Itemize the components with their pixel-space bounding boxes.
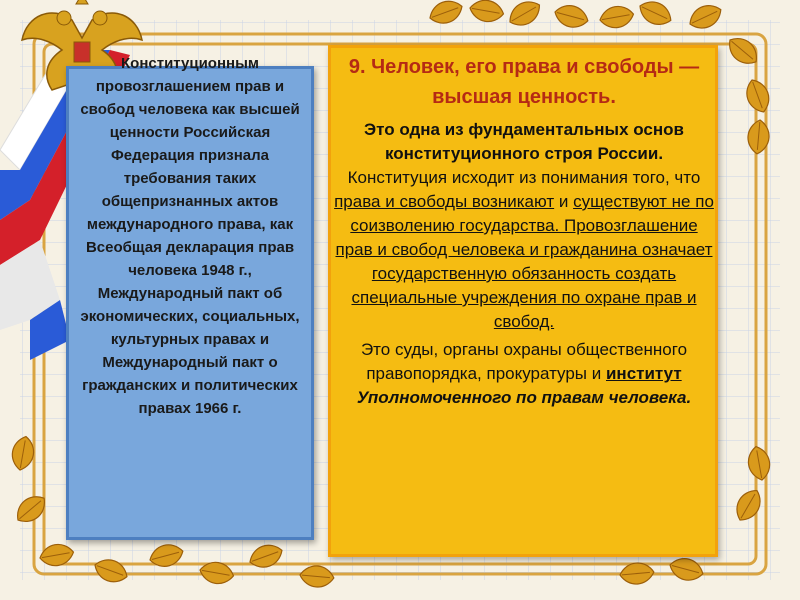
paragraph-institutions <box>333 338 715 410</box>
underlined-phrase-2: существуют не по соизволению государства. Провозглашение прав и свобод человека и гражданина означает государственную обязанность создать специальные учреждения по охране прав и свобод. <box>335 192 714 331</box>
left-card-text: Конституционным провозглашением прав и свобод человека как высшей ценности Российская Федерация признала требования таких общепризнанных актов международного права, как Всеобщая декларация прав человека 1948 г., Международный пакт об экономических, социальных, культурных правах и Международный пакт о гражданских и политических правах 1966 г. <box>80 55 300 417</box>
paragraph-text: Конституция исходит из понимания того, что <box>347 168 701 187</box>
paragraph-lead: Это одна из фундаментальных основ конституционного строя России. <box>364 120 684 163</box>
paragraph-connector: и <box>554 192 574 211</box>
section-title: 9. Человек, его права и свободы — высшая ценность. <box>348 56 700 108</box>
paragraph-principle <box>333 118 715 334</box>
underlined-phrase-1: права и свободы возникают <box>334 192 555 211</box>
ombudsman-text: Уполномоченного по правам человека. <box>356 388 692 407</box>
institut-word: институт <box>605 364 682 383</box>
institutions-text: Это суды, органы охраны общественного правопорядка, прокуратуры и <box>360 340 688 383</box>
right-card-content <box>333 52 715 600</box>
